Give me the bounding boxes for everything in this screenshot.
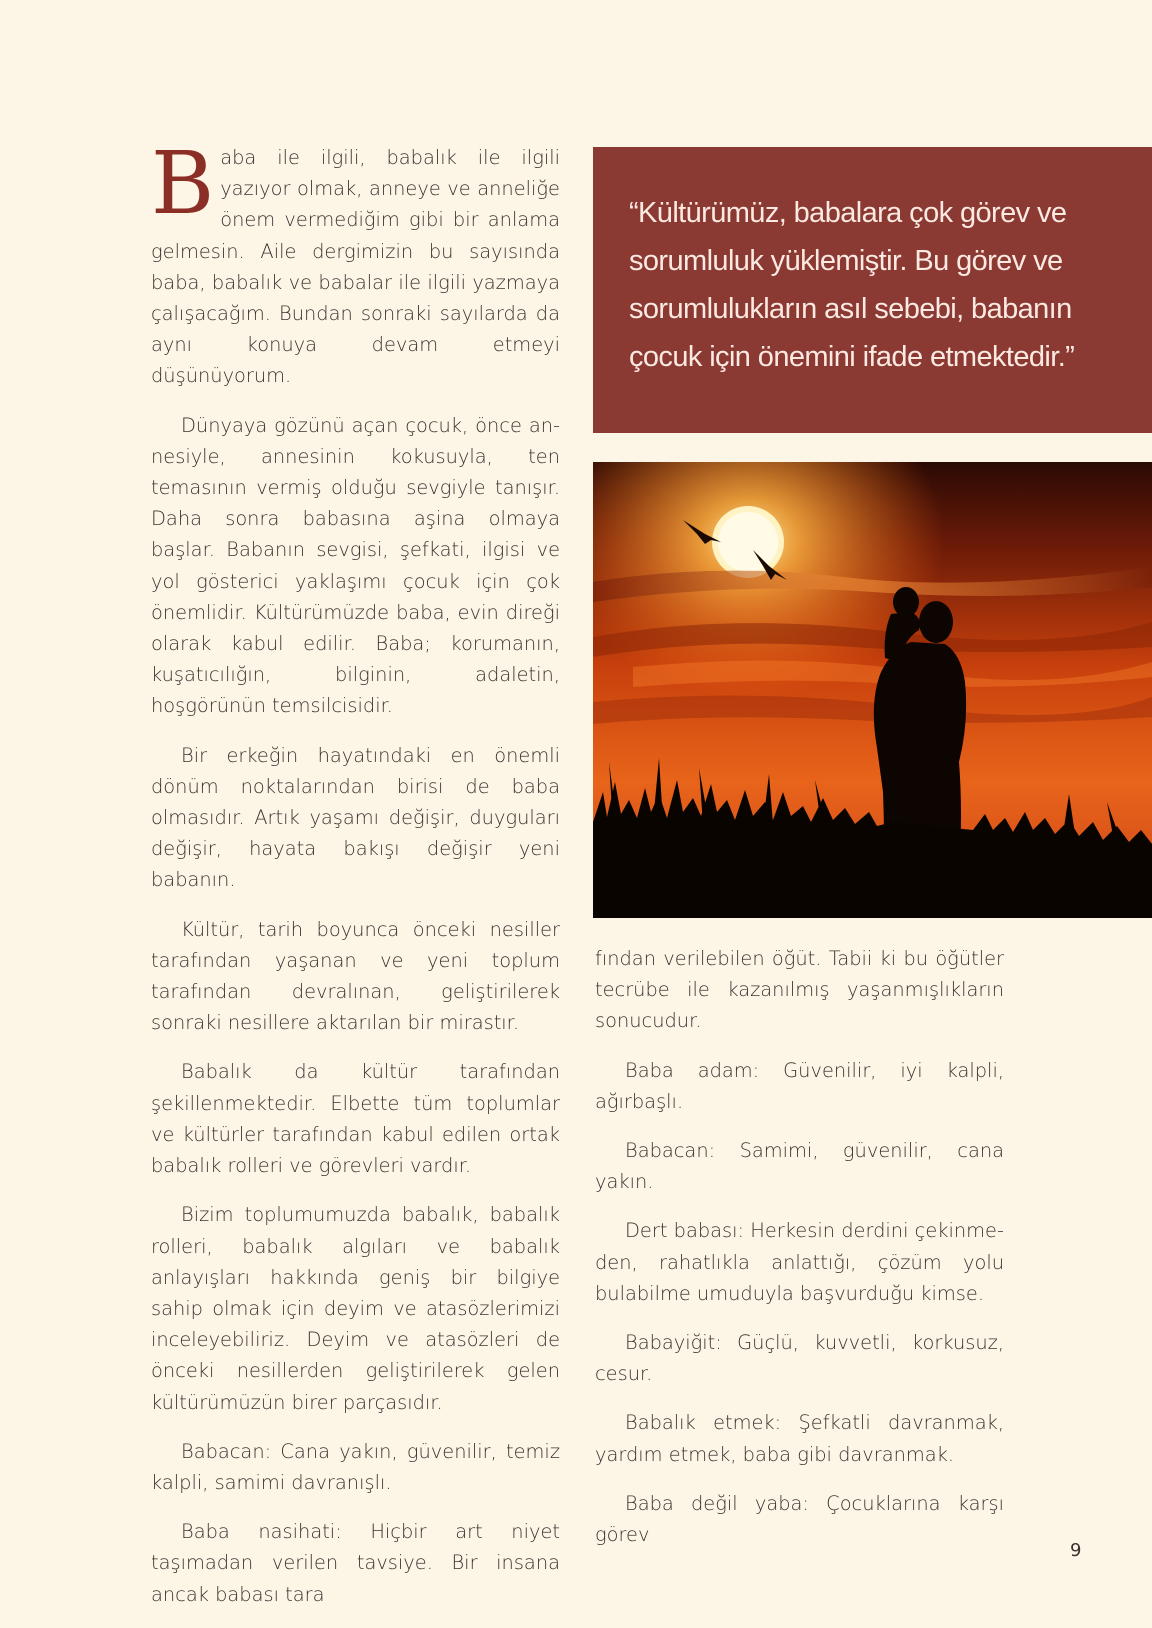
pull-quote-box: [593, 147, 1152, 433]
page-number: 9: [1070, 1540, 1082, 1561]
idiom-entry: Babacan: Samimi, güvenilir, cana yakın.: [595, 1139, 1004, 1194]
paragraph-intro-text: aba ile ilgili, babalık ile ilgili yazıyor olmak, anneye ve anneliğe önem vermediğim gibi bir anlama gelmesin. Aile dergimizin bu sayısında baba, babalık ve babalar ile ilgili yazmaya çalışacağım. Bundan sonraki sayılarda da aynı konuya devam etmeyi düşünüyorum.: [151, 146, 560, 388]
paragraph: Dünyaya gözünü açan çocuk, önce annesiyle, annesinin kokusuyla, ten temasının vermiş olduğu sevgiyle tanışır. Daha sonra babasına aşina olmaya başlar. Babanın sevgisi, şefkati, ilgisi ve yol gösterici yaklaşımı çocuk için çok önemlidir. Kültürümüzde baba, evin direği olarak kabul edilir. Baba; korumanın, kuşatıcılığın, bilginin, adaletin, hoşgörünün temsilcisidir.: [151, 413, 560, 718]
sunset-father-child-photo: [593, 462, 1152, 918]
paragraph: Bir erkeğin hayatındaki en önemli dönüm noktalarından birisi de baba olmasıdır. Artık yaşamı değişir, duyguları değişir, hayata bakışı değişir yeni babanın.: [151, 743, 560, 892]
paragraph-intro: [151, 134, 560, 392]
idiom-entry: Dert babası: Herkesin derdini çekinmeden, rahatlıkla anlattığı, çözüm yolu bulabilme umuduyla başvurduğu kimse.: [595, 1219, 1004, 1305]
idiom-entry: Baba değil yaba: Çocuklarına karşı görev: [595, 1491, 1004, 1547]
idiom-entry: Babayiğit: Güçlü, kuvvetli, korkusuz, cesur.: [595, 1331, 1004, 1386]
paragraph: Kültür, tarih boyunca önceki nesiller tarafından yaşanan ve yeni toplum tarafından devralınan, geliştirilerek sonraki nesillere aktarılan bir mirastır.: [151, 917, 560, 1035]
paragraph: Babalık da kültür tarafından şekillenmektedir. Elbette tüm toplumlar ve kültürler tarafından kabul edilen ortak babalık rolleri ve görevleri vardır.: [151, 1060, 560, 1178]
idiom-entry: Baba adam: Güvenilir, iyi kalpli, ağırbaşlı.: [595, 1058, 1004, 1113]
paragraph: fından verilebilen öğüt. Tabii ki bu öğütler tecrübe ile kazanılmış yaşanmışlıkların sonucudur.: [595, 947, 1004, 1033]
paragraph: Babacan: Cana yakın, güvenilir, temiz kalpli, samimi davranışlı.: [151, 1439, 560, 1494]
idiom-entry: Babalık etmek: Şefkatli davranmak, yardım etmek, baba gibi davranmak.: [595, 1411, 1004, 1466]
paragraph: Bizim toplumumuzda babalık, babalık rolleri, babalık algıları ve babalık anlayışları hakkında geniş bir bilgiye sahip olmak için deyim ve atasözlerimizi inceleyebiliriz. Deyim ve atasözleri de önceki nesillerden geliştirilerek gelen kültürümüzün birer parçasıdır.: [151, 1203, 560, 1414]
right-column: [595, 943, 1004, 1568]
drop-cap: B: [151, 134, 215, 234]
pull-quote-text: “Kültürümüz, babalara çok görev ve sorumluluk yüklemiştir. Bu görev ve sorumlulukların asıl sebebi, babanın çocuk için önemini ifade etmektedir.”: [629, 197, 1075, 373]
left-column: [151, 134, 560, 1628]
paragraph: Baba nasihati: Hiçbir art niyet taşımadan verilen tavsiye. Bir insana ancak babası tara: [151, 1520, 560, 1606]
